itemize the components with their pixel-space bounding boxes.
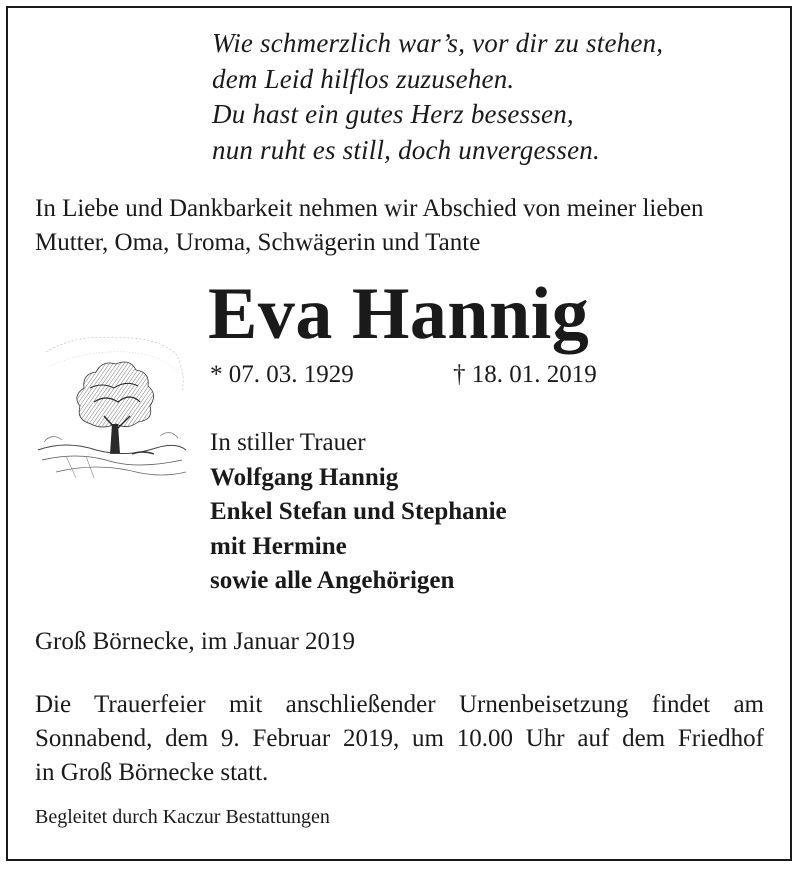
deceased-name: Eva Hannig	[208, 273, 590, 355]
poem-line: Du hast ein gutes Herz besessen,	[212, 99, 574, 129]
mourner-name: sowie alle Angehörigen	[210, 567, 455, 594]
death-date: † 18. 01. 2019	[453, 361, 597, 388]
undertaker-credit: Begleitet durch Kaczur Bestattungen	[35, 806, 330, 828]
mourners-intro: In stiller Trauer	[210, 429, 366, 456]
poem-line: nun ruht es still, doch unvergessen.	[212, 134, 600, 165]
poem-line: dem Leid hilflos zuzusehen.	[212, 63, 515, 94]
mourners-list	[210, 426, 507, 599]
intro-line: Mutter, Oma, Uroma, Schwägerin und Tante	[35, 229, 481, 256]
life-dates	[210, 358, 597, 392]
memorial-poem	[212, 26, 663, 168]
poem-line: Wie schmerzlich war’s, vor dir zu stehen,	[212, 28, 664, 58]
funeral-details	[35, 688, 764, 790]
mourner-name: Enkel Stefan und Stephanie	[210, 498, 507, 525]
mourner-name: mit Hermine	[210, 532, 347, 560]
funeral-line: Die Trauerfeier mit anschließender Urnenbeisetzung findet am	[35, 691, 764, 718]
birth-date: * 07. 03. 1929	[210, 361, 354, 388]
mourner-name: Wolfgang Hannig	[210, 463, 399, 491]
tree-landscape-illustration	[36, 332, 188, 480]
farewell-intro	[35, 192, 775, 260]
funeral-line: in Groß Börnecke statt.	[35, 759, 269, 786]
intro-line: In Liebe und Dankbarkeit nehmen wir Abschied von meiner lieben	[35, 195, 704, 222]
place-and-date: Groß Börnecke, im Januar 2019	[35, 628, 356, 655]
funeral-line: Sonnabend, dem 9. Februar 2019, um 10.00 Uhr auf dem Friedhof	[35, 725, 764, 752]
